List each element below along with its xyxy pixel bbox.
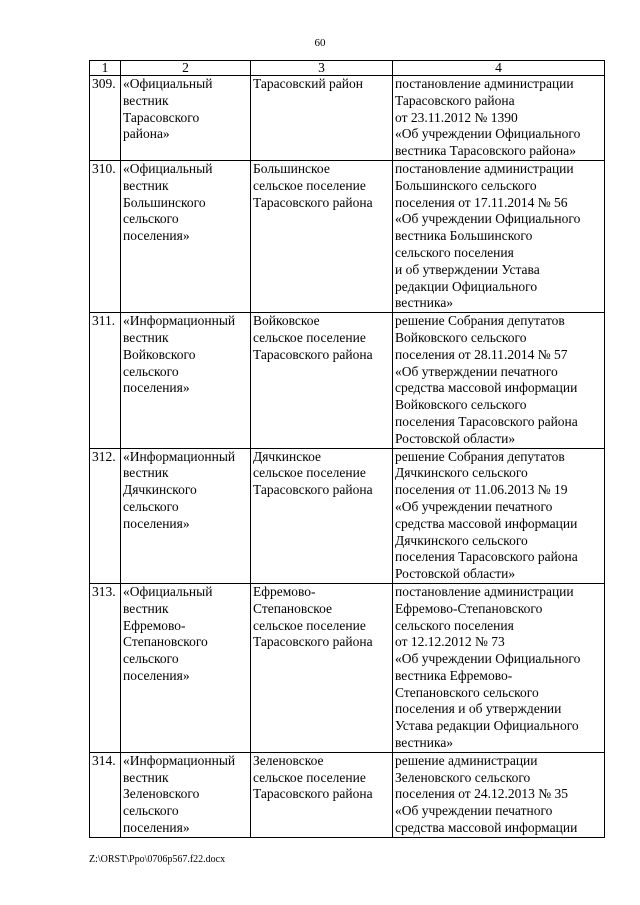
table-row [90,752,605,837]
row-number: 310. [90,160,121,312]
territory-name-line: сельское поселение [253,465,366,481]
publication-name-cell [121,583,251,752]
founding-act-cell [393,752,605,837]
founding-act-line: Дячкинского сельского [395,465,528,481]
founding-act-line: Большинского сельского [395,177,537,193]
territory-name-line: Тарасовского района [253,786,373,802]
publication-name-line: поселения» [123,380,190,396]
column-header-1: 1 [90,61,121,76]
founding-act-line: Войковского сельского [395,329,527,345]
table-row [90,313,605,448]
founding-act-line: поселения Тарасовского района [395,413,578,429]
founding-act-line: вестника» [395,295,454,311]
founding-act-line: вестника» [395,735,454,751]
publication-name-line: вестник [123,600,169,616]
publication-name-line: вестник [123,329,169,345]
founding-act-line: постановление администрации [395,76,574,91]
row-number: 314. [90,752,121,837]
territory-name-cell [251,448,393,583]
territory-name-line: сельское поселение [253,769,366,785]
founding-act-line: и об утверждении Устава [395,261,540,277]
publication-name-line: сельского [123,498,179,514]
territory-name-cell [251,752,393,837]
founding-act-line: «Об учреждении печатного [395,803,553,819]
publication-name-line: Войковского [123,346,196,362]
registry-table [89,60,605,838]
founding-act-line: поселения от 11.06.2013 № 19 [395,482,568,498]
founding-act-line: сельского поселения [395,617,514,633]
founding-act-line: решение администрации [395,752,538,768]
founding-act-line: «Об утверждении печатного [395,363,558,379]
founding-act-line: поселения Тарасовского района [395,549,578,565]
territory-name-line: Войковское [253,313,320,329]
publication-name-line: сельского [123,211,179,227]
founding-act-line: Тарасовского района [395,92,515,108]
publication-name-line: вестник [123,465,169,481]
table-row [90,448,605,583]
founding-act-line: вестника Тарасовского района» [395,143,576,159]
founding-act-cell [393,313,605,448]
row-number: 311. [90,313,121,448]
founding-act-line: Ефремово-Степановского [395,600,543,616]
publication-name-line: Степановского [123,634,208,650]
publication-name-line: Большинского [123,194,206,210]
publication-name-cell [121,448,251,583]
founding-act-line: «Об учреждении Официального [395,126,581,142]
publication-name-line: Тарасовского [123,109,200,125]
founding-act-line: Войковского сельского [395,397,527,413]
table-row [90,160,605,312]
founding-act-line: решение Собрания депутатов [395,448,565,464]
territory-name-line: сельское поселение [253,617,366,633]
founding-act-cell [393,76,605,161]
founding-act-line: Степановского сельского [395,684,539,700]
publication-name-line: «Информационный [123,448,236,464]
column-header-4: 4 [393,61,605,76]
territory-name-line: Степановское [253,600,332,616]
founding-act-cell [393,583,605,752]
territory-name-line: Дячкинское [253,448,321,464]
publication-name-line: Зеленовского [123,786,200,802]
publication-name-line: «Официальный [123,583,213,599]
founding-act-line: средства массовой информации [395,820,578,836]
founding-act-line: средства массовой информации [395,515,578,531]
founding-act-line: «Об учреждении Официального [395,651,581,667]
publication-name-line: сельского [123,803,179,819]
founding-act-line: поселения от 17.11.2014 № 56 [395,194,568,210]
founding-act-line: Дячкинского сельского [395,532,528,548]
founding-act-line: Зеленовского сельского [395,769,531,785]
founding-act-cell [393,448,605,583]
founding-act-line: вестника Ефремово- [395,667,513,683]
founding-act-line: постановление администрации [395,160,574,176]
publication-name-cell [121,313,251,448]
founding-act-line: поселения и об утверждении [395,701,562,717]
founding-act-line: «Об учреждении печатного [395,498,553,514]
founding-act-line: Ростовской области» [395,566,516,582]
row-number: 313. [90,583,121,752]
founding-act-line: редакции Официального [395,278,538,294]
founding-act-line: постановление администрации [395,583,574,599]
territory-name-line: Тарасовского района [253,194,373,210]
founding-act-line: поселения от 28.11.2014 № 57 [395,346,568,362]
founding-act-cell [393,160,605,312]
publication-name-line: «Информационный [123,752,236,768]
publication-name-line: района» [123,126,170,142]
territory-name-line: Тарасовского района [253,346,373,362]
territory-name-line: Тарасовского района [253,634,373,650]
founding-act-line: от 23.11.2012 № 1390 [395,109,518,125]
publication-name-line: поселения» [123,667,190,683]
publication-name-line: Дячкинского [123,482,197,498]
founding-act-line: Устава редакции Официального [395,718,579,734]
territory-name-line: сельское поселение [253,329,366,345]
publication-name-line: поселения» [123,228,190,244]
table-row [90,583,605,752]
territory-name-line: Большинское [253,160,330,176]
publication-name-line: сельского [123,651,179,667]
founding-act-line: Ростовской области» [395,430,516,446]
publication-name-line: вестник [123,769,169,785]
column-header-2: 2 [121,61,251,76]
page-number: 60 [314,37,326,49]
founding-act-line: решение Собрания депутатов [395,313,565,329]
publication-name-line: «Информационный [123,313,236,329]
founding-act-line: от 12.12.2012 № 73 [395,634,505,650]
publication-name-cell [121,160,251,312]
publication-name-line: «Официальный [123,76,213,91]
publication-name-line: сельского [123,363,179,379]
territory-name-cell [251,583,393,752]
territory-name-line: Ефремово- [253,583,316,599]
founding-act-line: вестника Большинского [395,228,533,244]
territory-name-cell [251,160,393,312]
publication-name-line: Ефремово- [123,617,186,633]
founding-act-line: сельского поселения [395,244,514,260]
territory-name-line: Тарасовский район [253,76,363,91]
territory-name-cell [251,76,393,161]
table-row [90,76,605,161]
row-number: 309. [90,76,121,161]
founding-act-line: средства массовой информации [395,380,578,396]
founding-act-line: поселения от 24.12.2013 № 35 [395,786,568,802]
file-path-footer: Z:\ORST\Ppo\0706p567.f22.docx [89,854,226,865]
publication-name-line: поселения» [123,515,190,531]
territory-name-line: Тарасовского района [253,482,373,498]
row-number: 312. [90,448,121,583]
territory-name-line: сельское поселение [253,177,366,193]
publication-name-line: «Официальный [123,160,213,176]
territory-name-cell [251,313,393,448]
publication-name-line: вестник [123,92,169,108]
publication-name-line: поселения» [123,820,190,836]
territory-name-line: Зеленовское [253,752,324,768]
column-header-3: 3 [251,61,393,76]
publication-name-cell [121,752,251,837]
header-row [90,61,605,76]
publication-name-cell [121,76,251,161]
founding-act-line: «Об учреждении Официального [395,211,581,227]
publication-name-line: вестник [123,177,169,193]
